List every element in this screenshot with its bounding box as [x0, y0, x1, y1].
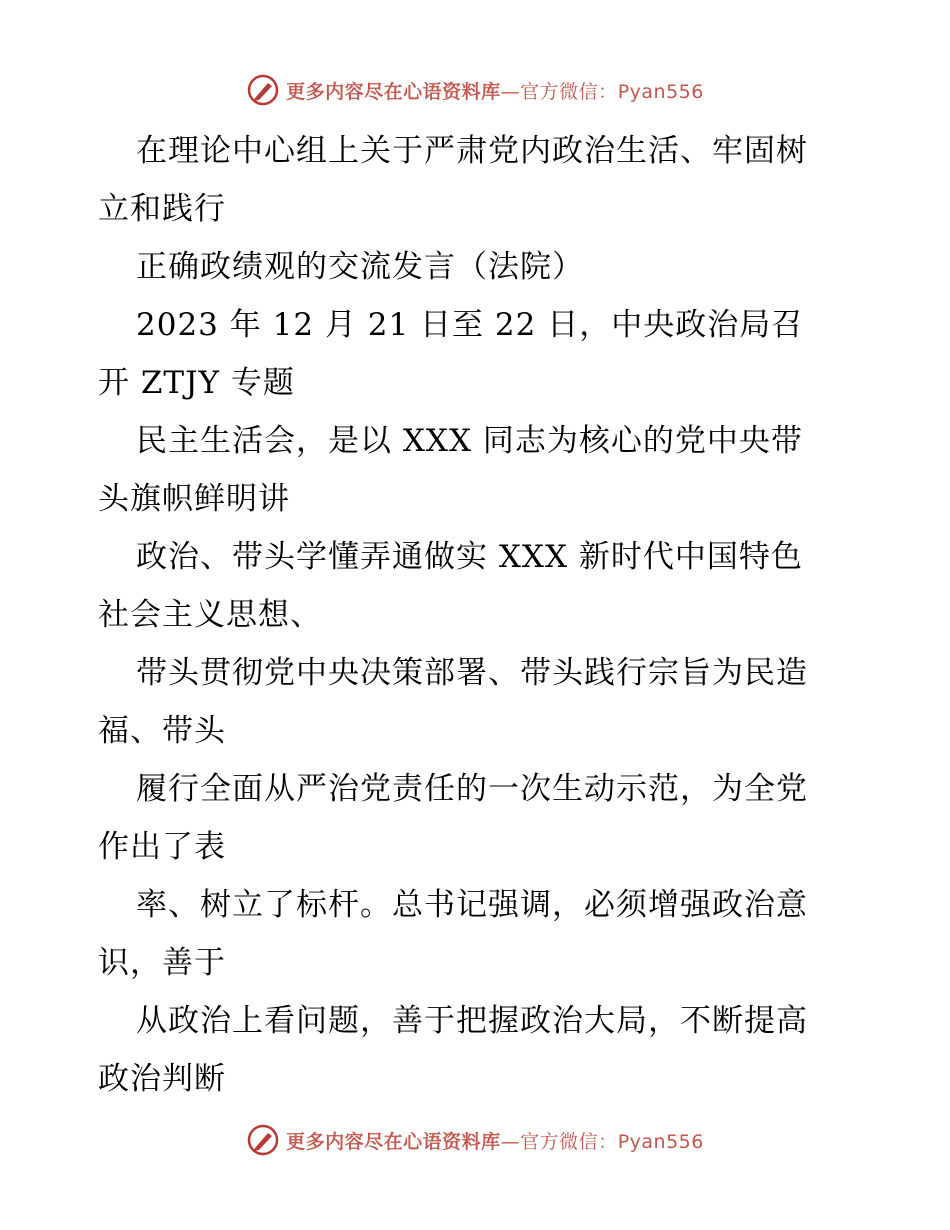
header-banner-lead: 更多内容尽在心语资料库: [286, 80, 501, 103]
footer-banner-lead: 更多内容尽在心语资料库: [286, 1130, 501, 1153]
body-line: 福、带头: [98, 713, 226, 749]
body-line: 正确政绩观的交流发言（法院）: [136, 249, 584, 285]
document-body: [98, 122, 858, 1108]
header-banner-text: [286, 77, 704, 104]
footer-banner: [0, 1120, 950, 1160]
footer-banner-label: 官方微信：: [520, 1130, 618, 1153]
body-line: 带头贯彻党中央决策部署、带头践行宗旨为民造: [136, 655, 808, 691]
pen-seal-logo-icon: [246, 1123, 280, 1157]
body-line: 社会主义思想、: [98, 597, 322, 633]
body-line: 从政治上看问题，善于把握政治大局，不断提高: [136, 1003, 808, 1039]
body-line: 作出了表: [98, 829, 226, 865]
body-line: 履行全面从严治党责任的一次生动示范，为全党: [136, 771, 808, 807]
pen-seal-logo-icon: [246, 73, 280, 107]
body-line: 识，善于: [98, 945, 226, 981]
header-banner-separator: —: [500, 80, 521, 103]
header-banner-label: 官方微信：: [520, 80, 618, 103]
body-line: 头旗帜鲜明讲: [98, 481, 290, 517]
footer-banner-text: [286, 1127, 704, 1154]
header-banner-account: Pyan556: [617, 80, 704, 103]
body-line: 立和践行: [98, 191, 226, 227]
body-line: 在理论中心组上关于严肃党内政治生活、牢固树: [136, 133, 808, 169]
body-line: 率、树立了标杆。总书记强调，必须增强政治意: [136, 887, 808, 923]
body-line: 2023 年 12 月 21 日至 22 日，中央政治局召: [136, 307, 804, 343]
body-line: 民主生活会，是以 XXX 同志为核心的党中央带: [136, 423, 803, 459]
body-line: 开 ZTJY 专题: [98, 365, 295, 401]
header-banner: [0, 70, 950, 110]
body-line: 政治判断: [98, 1061, 226, 1097]
footer-banner-separator: —: [500, 1130, 521, 1153]
footer-banner-account: Pyan556: [617, 1130, 704, 1153]
body-line: 政治、带头学懂弄通做实 XXX 新时代中国特色: [136, 539, 803, 575]
